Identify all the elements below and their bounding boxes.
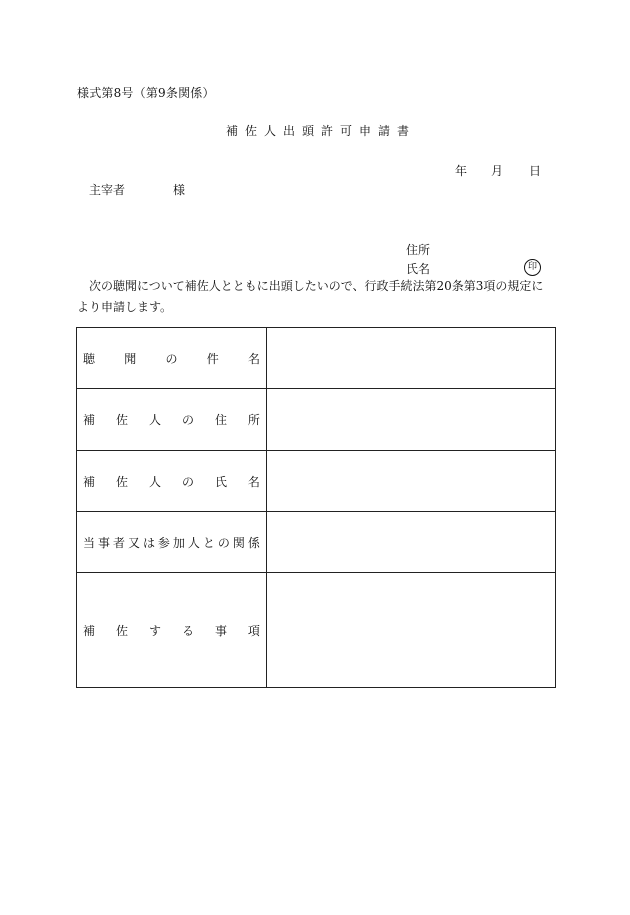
applicant-name-label: 氏名 (406, 262, 431, 276)
addressee-name: 主宰者 (89, 183, 126, 197)
row-label: 補 佐 人 の 住 所 (77, 389, 267, 451)
date-month-label: 月 (491, 164, 504, 178)
date-year-label: 年 (455, 164, 468, 178)
row-value[interactable] (267, 451, 556, 512)
row-label: 当 事 者 又 は 参 加 人 と の 関 係 (77, 512, 267, 573)
application-table (76, 327, 556, 688)
body-text: 次の聴聞について補佐人とともに出頭したいので、行政手続法第20条第3項の規定により申請します。 (77, 279, 544, 314)
seal-icon: 印 (524, 259, 541, 276)
row-label: 聴 聞 の 件 名 (77, 328, 267, 389)
table-row (77, 328, 556, 389)
row-value[interactable] (267, 328, 556, 389)
addressee-suffix: 様 (173, 183, 186, 197)
row-label: 補 佐 す る 事 項 (77, 573, 267, 688)
addressee (89, 181, 185, 198)
date-day-label: 日 (529, 164, 542, 178)
table-row (77, 573, 556, 688)
date-line (455, 162, 541, 179)
table-row (77, 512, 556, 573)
applicant-address-label: 住所 (406, 243, 431, 257)
row-label: 補 佐 人 の 氏 名 (77, 451, 267, 512)
form-number: 様式第8号（第9条関係） (77, 86, 215, 100)
row-value[interactable] (267, 573, 556, 688)
document-title: 補佐人出頭許可申請書 (226, 124, 417, 138)
table-row (77, 389, 556, 451)
row-value[interactable] (267, 512, 556, 573)
row-value[interactable] (267, 389, 556, 451)
table-row (77, 451, 556, 512)
